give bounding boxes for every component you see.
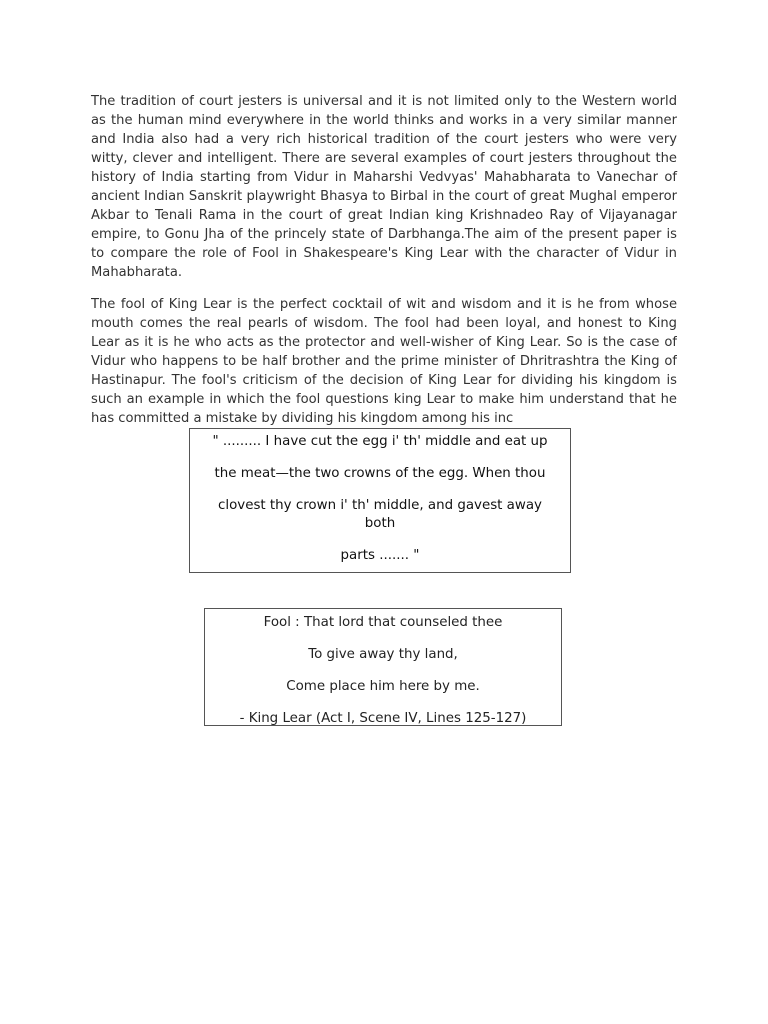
fool-quote-line: To give away thy land, xyxy=(308,647,458,662)
fool-quote-line: Come place him here by me. xyxy=(286,679,480,694)
fool-quote-line: Fool : That lord that counseled thee xyxy=(263,615,503,630)
quote-line: parts ....... " xyxy=(340,548,420,563)
paragraph-intro: The tradition of court jesters is universal and it is not limited only to the Western world as the human mind everywhere in the world thinks and works in a very similar manner and India also had a very rich historical tradition of the court jesters who were very witty, clever and intelligent. There are several examples of court jesters throughout the history of India starting from Vidur in Maharshi Vedvyas' Mahabharata to Vanechar of ancient Indian Sanskrit playwright Bhasya to Birbal in the court of great Mughal emperor Akbar to Tenali Rama in the court of great Indian king Krishnadeo Ray of Vijayanagar empire, to Gonu Jha of the princely state of Darbhanga.The aim of the present paper is to compare the role of Fool in Shakespeare's King Lear with the character of Vidur in Mahabharata. xyxy=(91,94,677,280)
fool-quote-citation: - King Lear (Act I, Scene IV, Lines 125-127) xyxy=(239,711,527,726)
quote-line: the meat—the two crowns of the egg. When thou xyxy=(214,466,546,481)
quote-line: " ......... I have cut the egg i' th' middle and eat up xyxy=(212,434,548,449)
quote-line: clovest thy crown i' th' middle, and gavest away both xyxy=(218,498,542,531)
quote-text-box xyxy=(189,428,571,573)
paragraph-fool: The fool of King Lear is the perfect cocktail of wit and wisdom and it is he from whose mouth comes the real pearls of wisdom. The fool had been loyal, and honest to King Lear as it is he who acts as the protector and well-wisher of King Lear. So is the case of Vidur who happens to be half brother and the prime minister of Dhritrashtra the King of Hastinapur. The fool's criticism of the decision of King Lear for dividing his kingdom is such an example in which the fool questions king Lear to make him understand that he has committed a mistake by dividing his kingdom among his inc xyxy=(91,297,677,426)
fool-quote-text-box xyxy=(204,608,562,726)
